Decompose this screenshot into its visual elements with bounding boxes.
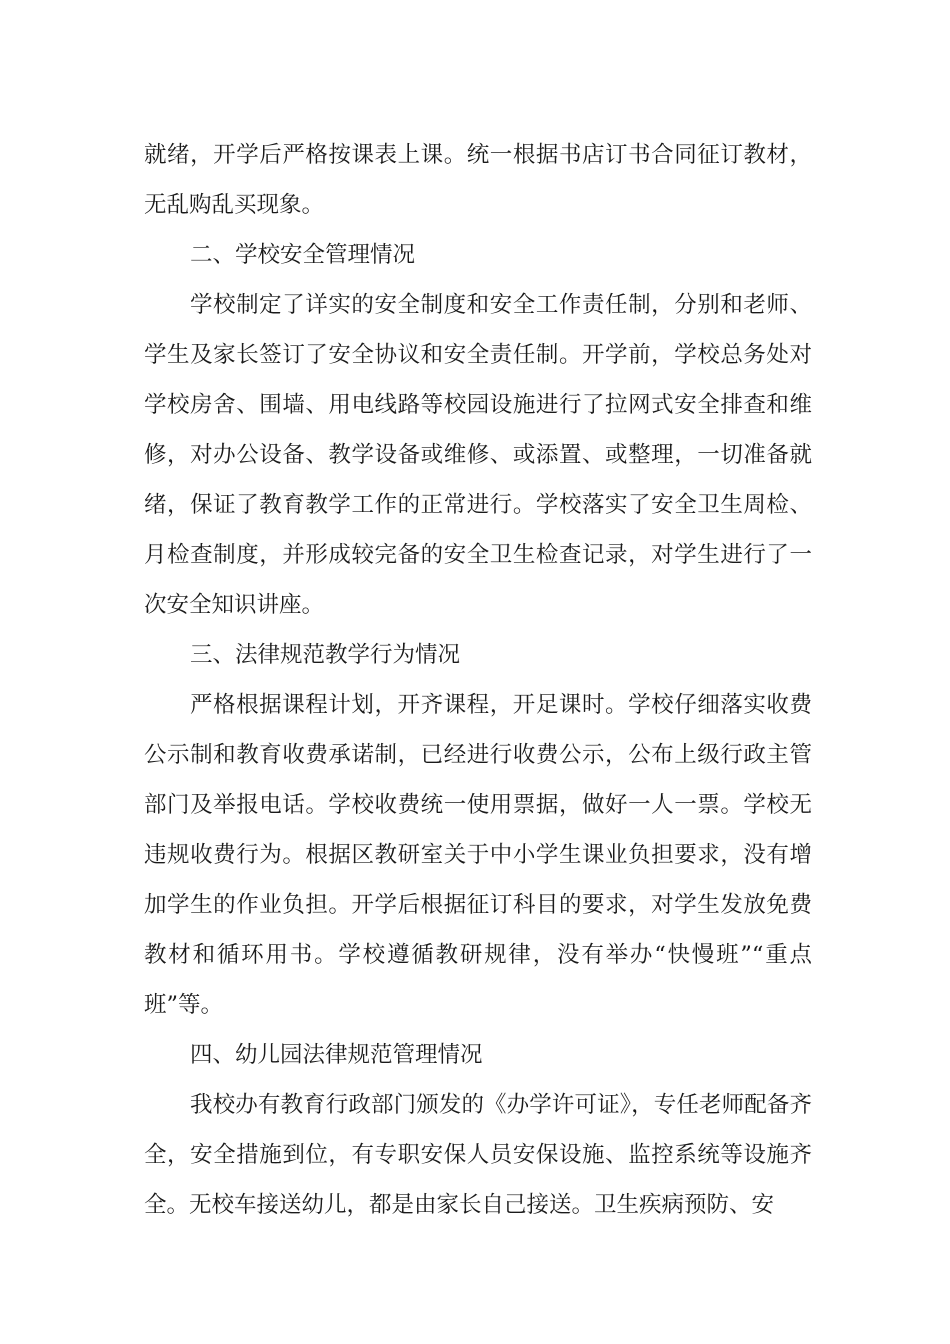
- heading-teaching-conduct: 三、法律规范教学行为情况: [190, 642, 461, 668]
- paragraph-kindergarten-management: 我校办有教育行政部门颁发的《办学许可证》，专任老师配备齐全，安全措施到位，有专职安保人员安保设施、监控系统等设施齐全。无校车接送幼儿，都是由家长自己接送。卫生疾病预防、安: [144, 1092, 812, 1218]
- paragraph-school-safety: 学校制定了详实的安全制度和安全工作责任制，分别和老师、学生及家长签订了安全协议和安全责任制。开学前，学校总务处对学校房舍、围墙、用电线路等校园设施进行了拉网式安全排查和维修，对办公设备、教学设备或维修、或添置、或整理，一切准备就绪，保证了教育教学工作的正常进行。学校落实了安全卫生周检、月检查制度，并形成较完备的安全卫生检查记录，对学生进行了一次安全知识讲座。: [144, 292, 812, 618]
- paragraph-teaching-conduct: 严格根据课程计划，开齐课程，开足课时。学校仔细落实收费公示制和教育收费承诺制，已经进行收费公示，公布上级行政主管部门及举报电话。学校收费统一使用票据，做好一人一票。学校无违规收费行为。根据区教研室关于中小学生课业负担要求，没有增加学生的作业负担。开学后根据征订科目的要求，对学生发放免费教材和循环用书。学校遵循教研规律，没有举办“快慢班”“重点班”等。: [144, 692, 812, 1018]
- document-body: [144, 130, 812, 1230]
- heading-school-safety: 二、学校安全管理情况: [190, 242, 416, 268]
- heading-kindergarten-management: 四、幼儿园法律规范管理情况: [190, 1042, 483, 1068]
- paragraph-textbook-ordering: 就绪，开学后严格按课表上课。统一根据书店订书合同征订教材，无乱购乱买现象。: [144, 142, 812, 218]
